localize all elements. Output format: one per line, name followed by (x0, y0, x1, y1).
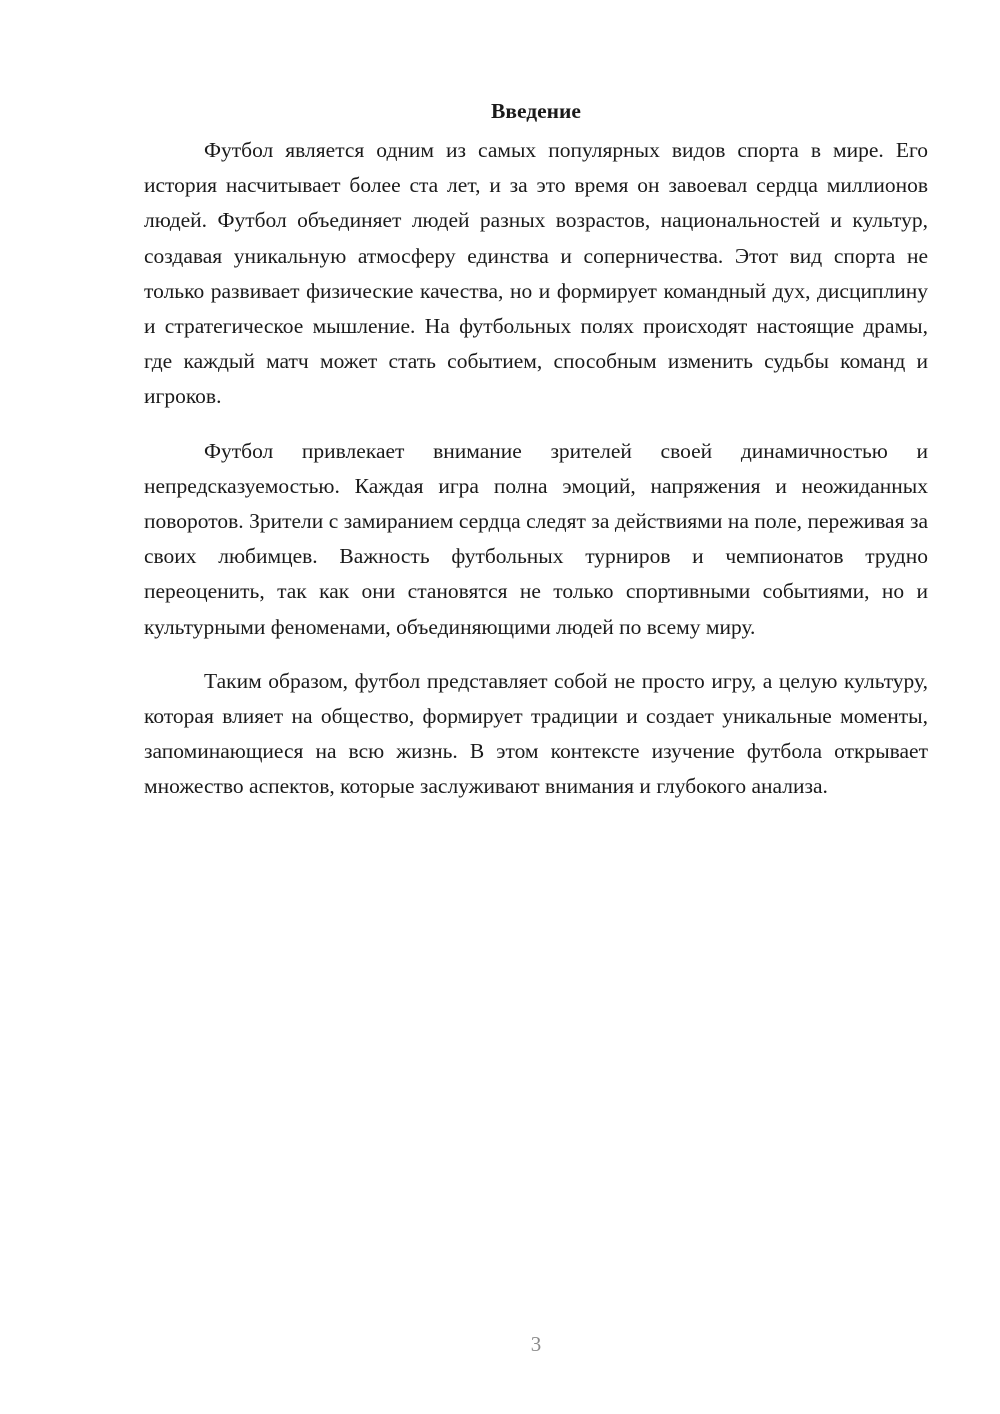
paragraph-2: Футбол привлекает внимание зрителей своей динамичностью и непредсказуемостью. Каждая игра полна эмоций, напряжения и неожиданных поворотов. Зрители с замиранием сердца следят за действиями на поле, переживая за своих любимцев. Важность футбольных турниров и чемпионатов трудно переоценить, так как они становятся не только спортивными событиями, но и культурными феноменами, объединяющими людей по всему миру. (144, 438, 928, 639)
page-number: 3 (530, 1332, 542, 1356)
paragraph-1: Футбол является одним из самых популярных видов спорта в мире. Его история насчитывает более ста лет, и за это время он завоевал сердца миллионов людей. Футбол объединяет людей разных возрастов, национальностей и культур, создавая уникальную атмосферу единства и соперничества. Этот вид спорта не только развивает физические качества, но и формирует командный дух, дисциплину и стратегическое мышление. На футбольных полях происходят настоящие драмы, где каждый матч может стать событием, способным изменить судьбы команд и игроков. (144, 138, 928, 409)
section-title: Введение (491, 99, 581, 123)
paragraph-3: Таким образом, футбол представляет собой не просто игру, а целую культуру, которая влияет на общество, формирует традиции и создает уникальные моменты, запоминающиеся на всю жизнь. В этом контексте изучение футбола открывает множество аспектов, которые заслуживают внимания и глубокого анализа. (144, 668, 928, 799)
page-content (144, 96, 928, 824)
